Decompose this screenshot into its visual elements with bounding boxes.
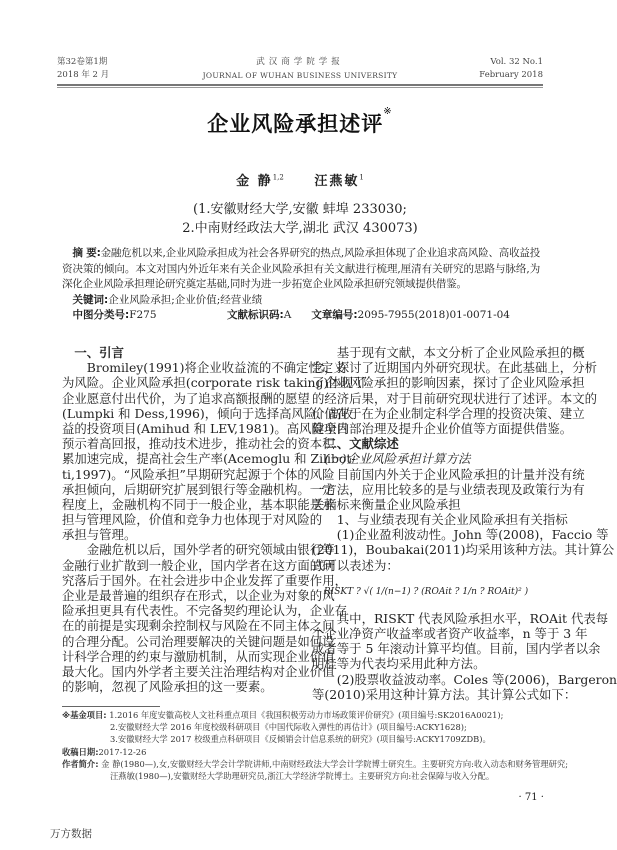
text-line: 为风险。企业风险承担(corporate risk taking)体现了 [62, 375, 366, 391]
clc-label: 中图分类号: [72, 309, 130, 321]
text-line: 念，探讨了近期国内外研究现状。在此基础上，分析 [312, 360, 597, 376]
abstract-text: 金融危机以来,企业风险承担成为社会各界研究的热点,风险承担体现了企业追求高风险、高收益投资决策的倾向。本文对国内外近年来有关企业风险承担有关文献进行梳理,厘清有关研究的思路与脉络,为深化企业风险承担理论研究奠定基础,同时为进一步拓宽企业风险承担研究领域提供借鉴。 [62, 247, 540, 290]
bio-item: 汪燕敏(1980—),安徽财经大学助理研究员,浙江大学经济学院博士。主要研究方向:社会保障与收入分配。 [110, 771, 495, 782]
text-line: 究落后于国外。在社会进步中企业发挥了重要作用， [62, 572, 347, 588]
received-line [62, 746, 542, 758]
text-line: 价值在于在为企业制定科学合理的投资决策、建立 [312, 405, 585, 421]
bio-item: 金 静(1980—),女,安徽财经大学会计学院讲师,中南财经政法大学会计学院博士研究生。主要研究方向:收入动态和财务管理研究; [101, 758, 569, 769]
text-line: 的合理分配。公司治理要解决的关键问题是如何设 [62, 633, 335, 649]
footnote-rule [62, 706, 160, 707]
abstract [62, 246, 540, 293]
text-line: 承担倾向，后期研究扩展到银行等金融机构。一定 [62, 481, 335, 497]
volume-label: Vol. 32 No.1 [490, 57, 543, 67]
issue-label: 第32卷第1期 [57, 57, 108, 67]
doc-code-label: 文献标识码: [227, 309, 284, 321]
fund-label: ※基金项目: [62, 710, 107, 720]
affiliations [0, 200, 600, 238]
text-line: 金融危机以后，国外学者的研究领域由银行等 [86, 542, 335, 558]
footnotes [62, 709, 569, 782]
text-line: (1)企业盈利波动性。John 等(2008)，Faccio 等 [336, 527, 609, 543]
formula: RISKT ? √( 1/(n−1) ? (ROAit ? 1/n ? ROAit)² ) [323, 586, 529, 597]
keywords-label: 关键词: [72, 293, 109, 306]
text-line: 企业愿意付出代价，为了追求高额报酬的愿望 [62, 390, 310, 406]
bio-label: 作者简介: [62, 758, 99, 769]
text-line: 或者等于 5 年滚动计算平均值。目前，国内学者以余 [312, 641, 601, 657]
fund-item: 2.安徽财经大学 2016 年度校级科研项目《中国代际收入弹性的再估计》(项目编号:ACKY1628); [110, 722, 467, 733]
fund-line [62, 709, 542, 721]
text-line: 最大化。国内外学者主要关注治理结构对企业价值 [62, 663, 335, 679]
header-rule [57, 84, 543, 88]
text-line: 险承担更具有代表性。不完备契约理论认为，企业存 [62, 603, 347, 619]
article-number-label: 文章编号: [311, 309, 358, 321]
author-name: 金 静 [236, 174, 273, 189]
section-heading: 一、引言 [74, 345, 124, 360]
text-line: 累加速完成，提高社会生产率(Acemoglu 和 Zilibot- [62, 451, 356, 467]
text-line: (2)股票收益波动率。Coles 等(2006)，Bargeron [336, 671, 617, 687]
text-line: 式可以表述为： [312, 557, 399, 573]
article-number [311, 308, 510, 324]
text-line: 的经济后果，对于目前研究现状进行了述评。本文的 [312, 390, 597, 406]
text-line: 金融行业扩散到一般企业，国内学者在这方面的研 [62, 557, 335, 573]
bio-line [62, 770, 542, 782]
text-line: 个企业净资产收益率或者资产收益率，n 等于 3 年 [312, 626, 588, 641]
header-left [57, 56, 109, 82]
subsection-heading: (一)企业风险承担计算方法 [324, 451, 471, 467]
text-line: 一方法，应用比较多的是与业绩表现及政策行为有 [312, 481, 585, 497]
article-number-value: 2095-7955(2018)01-0071-04 [357, 309, 510, 321]
authors [0, 170, 600, 189]
fund-item: 3.安徽财经大学 2017 校级重点科研项目《反倾销会计信息系统的研究》(项目编号:ACKY1709ZDB)。 [110, 734, 491, 745]
received-date: 2017-12-26 [98, 746, 147, 757]
journal-name-cn: 武汉商学院学报 [256, 57, 344, 67]
keywords [62, 293, 540, 309]
text-line: 健全内部治理及提升企业价值等方面提供借鉴。 [312, 420, 573, 436]
month-label: February 2018 [479, 70, 543, 80]
title-footnote-mark: ※ [383, 106, 393, 117]
text-line: 关指标来衡量企业风险承担 [312, 496, 461, 512]
text-line: 目前国内外关于企业风险承担的计量并没有统 [336, 466, 585, 482]
text-line: Bromiley(1991)将企业收益流的不确定性定义 [86, 360, 346, 376]
text-line: 在的前提是实现剩余控制权与风险在不同主体之间 [62, 618, 335, 634]
text-line: 益的投资项目(Amihud 和 LEV,1981)。高风险项目 [62, 420, 349, 436]
text-line: 程度上，金融机构不同于一般企业，基本职能是承 [62, 496, 335, 512]
received-label: 收稿日期: [62, 746, 99, 757]
text-line: (Lumpki 和 Dess,1996)，倾向于选择高风险、高收 [62, 405, 354, 421]
author-affil-sup: 1,2 [272, 173, 284, 182]
abstract-label: 摘 要: [72, 247, 101, 259]
text-line: 基于现有文献，本文分析了企业风险承担的概 [336, 345, 585, 360]
affiliation-line: (1.安徽财经大学,安徽 蚌埠 233030; [193, 202, 407, 217]
header-center [150, 56, 450, 82]
text-line: 等(2010)采用这种计算方法。其计算公式如下： [312, 686, 577, 702]
doc-code-value: A [283, 309, 292, 321]
text-line: 的影响，忽视了风险承担的这一要素。 [62, 679, 273, 695]
wanfang-watermark: 万方数据 [50, 828, 92, 840]
doc-code [227, 308, 291, 324]
text-line: (2011)，Boubakai(2011)均采用该种方法。其计算公 [312, 542, 615, 558]
text-line: 企业是最普遍的组织存在形式，以企业为对象的风 [62, 588, 335, 603]
classification-row [62, 308, 540, 324]
section-heading: 二、文献综述 [324, 436, 399, 452]
abstract-block [62, 246, 540, 324]
journal-name-en: JOURNAL OF WUHAN BUSINESS UNIVERSITY [202, 71, 398, 80]
issue-date: 2018 年 2 月 [57, 70, 110, 80]
author-name: 汪燕敏 [314, 174, 360, 189]
text-line: 明桂等为代表均采用此种方法。 [312, 656, 486, 672]
paper-title [0, 108, 600, 138]
text-line: 了企业风险承担的影响因素，探讨了企业风险承担 [312, 375, 585, 391]
fund-item: 1.2016 年度安徽高校人文社科重点项目《我国积极劳动力市场政策评价研究》(项目编号:SK2016A0021); [109, 710, 504, 720]
text-line: 承担与管理。 [62, 527, 137, 543]
text-line: 其中，RISKT 代表风险承担水平，ROAit 代表每 [336, 610, 609, 626]
text-line: 预示着高回报，推动技术进步，推动社会的资本积 [62, 436, 335, 452]
body-column-right [312, 345, 617, 702]
fund-line [62, 721, 542, 733]
clc-code [73, 308, 198, 324]
bio-line [62, 758, 569, 770]
text-line: 1、与业绩表现有关企业风险承担有关指标 [336, 512, 568, 528]
text-line: ti,1997)。“风险承担”早期研究起源于个体的风险 [62, 466, 335, 482]
affiliation-line: 2.中南财经政法大学,湖北 武汉 430073) [182, 221, 418, 236]
header-right [479, 56, 543, 82]
clc-value: F275 [129, 309, 157, 321]
author-affil-sup: 1 [359, 173, 364, 182]
text-line: 计科学合理的约束与激励机制，从而实现企业价值 [62, 648, 335, 664]
page-number: · 71 · [518, 792, 544, 803]
title-text: 企业风险承担述评 [207, 112, 384, 136]
fund-line [62, 733, 542, 745]
text-line: 担与管理风险，价值和竞争力也体现于对风险的 [62, 512, 323, 528]
keywords-text: 企业风险承担;企业价值;经营业绩 [108, 293, 263, 306]
